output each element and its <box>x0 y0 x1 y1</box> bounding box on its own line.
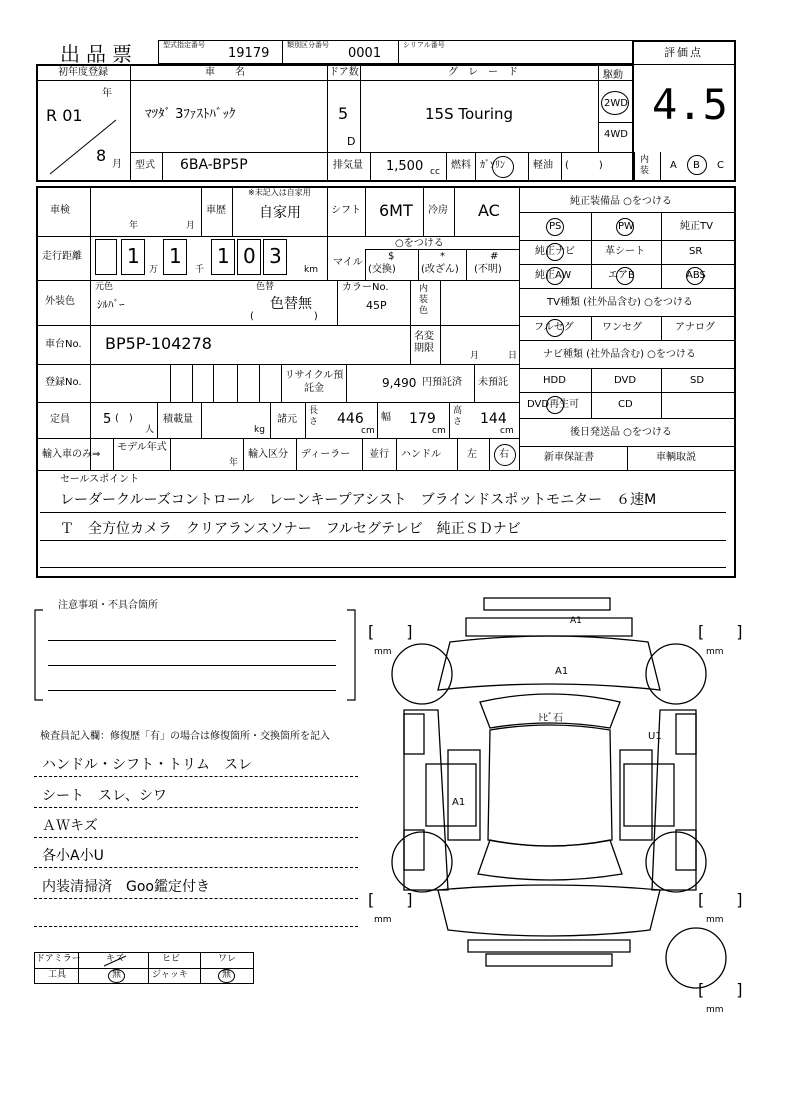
right-circle <box>494 444 516 466</box>
interior-b-circle <box>687 155 707 175</box>
drive-2wd: 2WD <box>604 98 628 109</box>
history-note: ※未記入は自家用 <box>248 188 311 197</box>
car-name-label: 車 名 <box>205 67 245 78</box>
tamper-sym: * <box>440 251 445 262</box>
exchange-sym: $ <box>388 251 395 262</box>
left-label: 左 <box>467 449 477 460</box>
name-change-month: 月 <box>470 351 480 361</box>
displacement-label: 排気量 <box>333 160 363 171</box>
parallel-label: 並行 <box>369 449 389 460</box>
repaint-value: 色替無 <box>270 296 312 312</box>
equip-sr: SR <box>689 246 703 257</box>
reg-label: 登録No. <box>45 377 82 388</box>
equip-ps: PS <box>549 221 562 232</box>
airbag-circle <box>616 267 634 285</box>
color-no-value: 45P <box>366 299 387 312</box>
exchange-label: (交換) <box>368 264 396 275</box>
drive-4wd: 4WD <box>604 129 628 140</box>
equip-leather: 革シート <box>605 246 645 257</box>
pw-circle <box>616 218 634 236</box>
tv-analog: アナログ <box>675 322 715 333</box>
shift-value: 6MT <box>379 201 413 220</box>
dvd-play-circle <box>546 396 564 414</box>
height-value: 144 <box>480 411 507 427</box>
equip-pw: PW <box>618 221 634 232</box>
tire-mm-rl: mm <box>374 915 392 925</box>
interior-a: A <box>670 160 677 171</box>
later-manual: 車輌取説 <box>656 452 696 463</box>
mileage-digit-2: 1 <box>169 244 182 268</box>
equipment-title: 純正装備品 ○をつける <box>570 196 672 207</box>
later-warranty: 新車保証書 <box>544 452 594 463</box>
name-change-day: 日 <box>508 351 518 361</box>
navi-dvd-play: DVD再生可 <box>527 399 580 410</box>
drive-label: 駆動 <box>603 70 623 81</box>
tools-label: 工具 <box>48 970 67 980</box>
mirror-break: ワレ <box>218 954 237 964</box>
import-label: 輸入車のみ⇒ <box>42 449 101 460</box>
first-reg-era: R 01 <box>46 106 83 125</box>
navi-dvd: DVD <box>614 375 637 386</box>
interior-label: 内装 <box>640 155 650 176</box>
first-reg-label: 初年度登録 <box>58 67 108 78</box>
mark-roof: ﾄﾋﾞ石 <box>538 713 563 724</box>
height-label: 高さ <box>453 406 463 427</box>
fuel-gasoline: ｶﾞｿﾘﾝ <box>480 160 505 171</box>
abs-circle <box>686 267 704 285</box>
tire-mm-fl: mm <box>374 647 392 657</box>
color-no-label: カラーNo. <box>342 282 389 293</box>
mileage-digit-5: 3 <box>269 244 282 268</box>
fuel-other: ( ) <box>565 160 603 171</box>
ac-value: AC <box>478 201 500 220</box>
mileage-label: 走行距離 <box>42 251 82 262</box>
interior-b: B <box>693 160 700 171</box>
history-value: 自家用 <box>259 205 301 221</box>
inspector-label: 検査員記入欄：修復歴「有」の場合は修復箇所・交換箇所を記入 <box>40 731 330 742</box>
mileage-digit-3: 1 <box>217 244 230 268</box>
equip-airbag: エアB <box>608 270 635 281</box>
caution-bracket <box>33 606 357 706</box>
load-label: 積載量 <box>163 414 193 425</box>
sales-line-2: Ｔ 全方位カメラ クリアランスソナー フルセグテレビ 純正ＳＤナビ <box>60 521 521 537</box>
orig-color-label: 元色 <box>95 282 114 292</box>
tv-oneseg: ワンセグ <box>602 322 642 333</box>
ps-circle <box>546 218 564 236</box>
mileage-man: 万 <box>149 265 159 275</box>
capacity-label: 定員 <box>50 414 70 425</box>
category-value: 0001 <box>348 46 382 61</box>
sheet-title: 出品票 <box>60 42 138 66</box>
year-unit: 年 <box>102 88 112 99</box>
unknown-sym: # <box>490 251 499 262</box>
specs-label: 諸元 <box>277 414 297 425</box>
model-year-unit: 年 <box>229 458 239 468</box>
fuel-gasoline-circle <box>492 156 514 178</box>
car-diagram <box>360 590 740 1030</box>
interior-c: C <box>717 160 724 171</box>
category-label: 類別区分番号 <box>287 41 329 49</box>
type-value: 6BA-BP5P <box>180 157 248 173</box>
tv-fullseg: フルセグ <box>534 322 574 333</box>
equip-navi: 純正ナビ <box>535 246 575 257</box>
mileage-digit-4: 0 <box>243 244 256 268</box>
type-label: 型式 <box>135 160 155 171</box>
score-value: 4.5 <box>652 80 728 129</box>
shift-label: シフト <box>331 205 361 216</box>
repaint-paren: ( ) <box>250 311 318 322</box>
model-code-value: 19179 <box>228 46 270 61</box>
mile-label: マイル <box>333 257 363 268</box>
tire-bracket-fr: [ ] <box>698 622 743 641</box>
recycle-value: 9,490 <box>382 376 417 390</box>
tire-bracket-spare: [ ] <box>698 980 743 999</box>
sales-line-1: レーダークルーズコントロール レーンキープアシスト ブラインドスポットモニター ６速M <box>60 492 657 508</box>
sales-label: セールスポイント <box>60 474 140 485</box>
tire-mm-fr: mm <box>706 647 724 657</box>
inspection-label: 車検 <box>50 205 70 216</box>
doors-value: 5 <box>338 104 349 123</box>
aw-circle <box>546 267 564 285</box>
model-year-label: モデル年式 <box>117 442 167 453</box>
width-cm: cm <box>432 426 446 436</box>
tire-mm-spare: mm <box>706 1005 724 1015</box>
later-title: 後日発送品 ○をつける <box>570 427 672 438</box>
mileage-unit: km <box>304 265 318 275</box>
car-name-value: ﾏﾂﾀﾞ 3ﾌｧｽﾄﾊﾞｯｸ <box>145 107 236 122</box>
navi-type-title: ナビ種類 (社外品含む) ○をつける <box>543 349 696 360</box>
length-label: 長さ <box>309 406 319 427</box>
tools-value: 無 <box>112 970 122 980</box>
chassis-value: BP5P-104278 <box>105 334 212 353</box>
mark-front: A1 <box>570 616 582 626</box>
length-value: 446 <box>337 411 364 427</box>
recycle-deposited: 円預託済 <box>422 377 462 388</box>
length-cm: cm <box>361 426 375 436</box>
dealer-label: ディーラー <box>301 449 351 460</box>
fuel-diesel: 軽油 <box>533 160 553 171</box>
tire-bracket-fl: [ ] <box>368 622 413 641</box>
mirror-label: ドアミラー <box>36 954 81 964</box>
note-line-1: ハンドル・シフト・トリム スレ <box>42 757 252 773</box>
equip-tv: 純正TV <box>680 221 713 232</box>
caution-label: 注意事項・不具合箇所 <box>58 600 158 611</box>
doors-suffix: D <box>347 135 356 148</box>
navi-sd: SD <box>690 375 705 386</box>
width-label: 幅 <box>381 412 391 423</box>
fullseg-circle <box>546 319 564 337</box>
history-label: 車歴 <box>206 205 226 216</box>
grade-label: グ レ ー ド <box>448 67 518 78</box>
color-label: 外装色 <box>45 296 75 307</box>
import-type-label: 輸入区分 <box>248 449 288 460</box>
inspection-year-unit: 年 <box>129 221 139 231</box>
capacity-unit: 人 <box>145 425 155 435</box>
mileage-sen: 千 <box>195 265 205 275</box>
navi-hdd: HDD <box>543 375 566 386</box>
load-unit: kg <box>254 425 265 435</box>
model-code-label: 型式指定番号 <box>163 41 205 49</box>
note-line-4: 各小A小U <box>42 848 104 864</box>
equip-abs: ABS <box>686 270 706 281</box>
jack-circle <box>218 969 235 983</box>
repaint-label: 色替 <box>256 282 275 292</box>
ac-label: 冷房 <box>428 205 448 216</box>
tamper-label: (改ざん) <box>421 264 459 275</box>
orig-color-value: ｼﾙﾊﾞｰ <box>97 298 125 311</box>
first-reg-month: 8 <box>96 146 107 165</box>
chassis-label: 車台No. <box>45 339 82 350</box>
recycle-not: 未預託 <box>478 377 508 388</box>
navi-circle <box>546 243 564 261</box>
mark-left: A1 <box>452 797 466 808</box>
right-label: 右 <box>499 449 509 460</box>
serial-label: シリアル番号 <box>403 41 445 49</box>
mark-hood: A1 <box>555 666 569 677</box>
mileage-digit-1: 1 <box>127 244 140 268</box>
tire-mm-rr: mm <box>706 915 724 925</box>
unknown-label: (不明) <box>474 264 502 275</box>
mileage-digit-box-0 <box>95 239 117 275</box>
tire-bracket-rl: [ ] <box>368 890 413 909</box>
fuel-label: 燃料 <box>451 160 471 171</box>
int-color-label: 内装色 <box>419 284 429 316</box>
note-line-3: ＡＷキズ <box>42 818 98 834</box>
height-cm: cm <box>500 426 514 436</box>
note-line-5: 内装清掃済 Goo鑑定付き <box>42 879 210 895</box>
mirror-crack: ヒビ <box>162 954 181 964</box>
equip-aw: 純正AW <box>535 270 572 281</box>
drive-2wd-circle <box>601 91 629 115</box>
score-label: 評価点 <box>664 46 703 59</box>
recycle-label: リサイクル預託金 <box>284 370 344 394</box>
tire-bracket-rr: [ ] <box>698 890 743 909</box>
capacity-value: 5 <box>103 412 112 427</box>
mirror-scratch: キズ <box>106 954 124 964</box>
jack-value: 無 <box>222 970 232 980</box>
tools-circle <box>108 969 125 983</box>
first-reg-slash <box>48 118 118 176</box>
jack-label: ジャッキ <box>152 970 188 980</box>
note-line-2: シート スレ、シワ <box>42 788 167 804</box>
tv-type-title: TV種類 (社外品含む) ○をつける <box>547 297 693 308</box>
inspection-month-unit: 月 <box>186 221 196 231</box>
handle-label: ハンドル <box>401 449 441 460</box>
width-value: 179 <box>409 411 436 427</box>
name-change-label: 名変期限 <box>414 331 434 354</box>
navi-cd: CD <box>618 399 633 410</box>
mark-right: U1 <box>648 731 662 742</box>
doors-label: ドア数 <box>329 67 359 78</box>
displacement-value: 1,500 <box>386 159 424 174</box>
grade-value: 15S Touring <box>425 105 514 123</box>
month-unit: 月 <box>112 159 122 170</box>
capacity-paren: ( ) <box>115 413 133 424</box>
cc-unit: cc <box>430 167 440 177</box>
scratch-strike <box>102 953 128 967</box>
check-note: ○をつける <box>395 238 444 249</box>
